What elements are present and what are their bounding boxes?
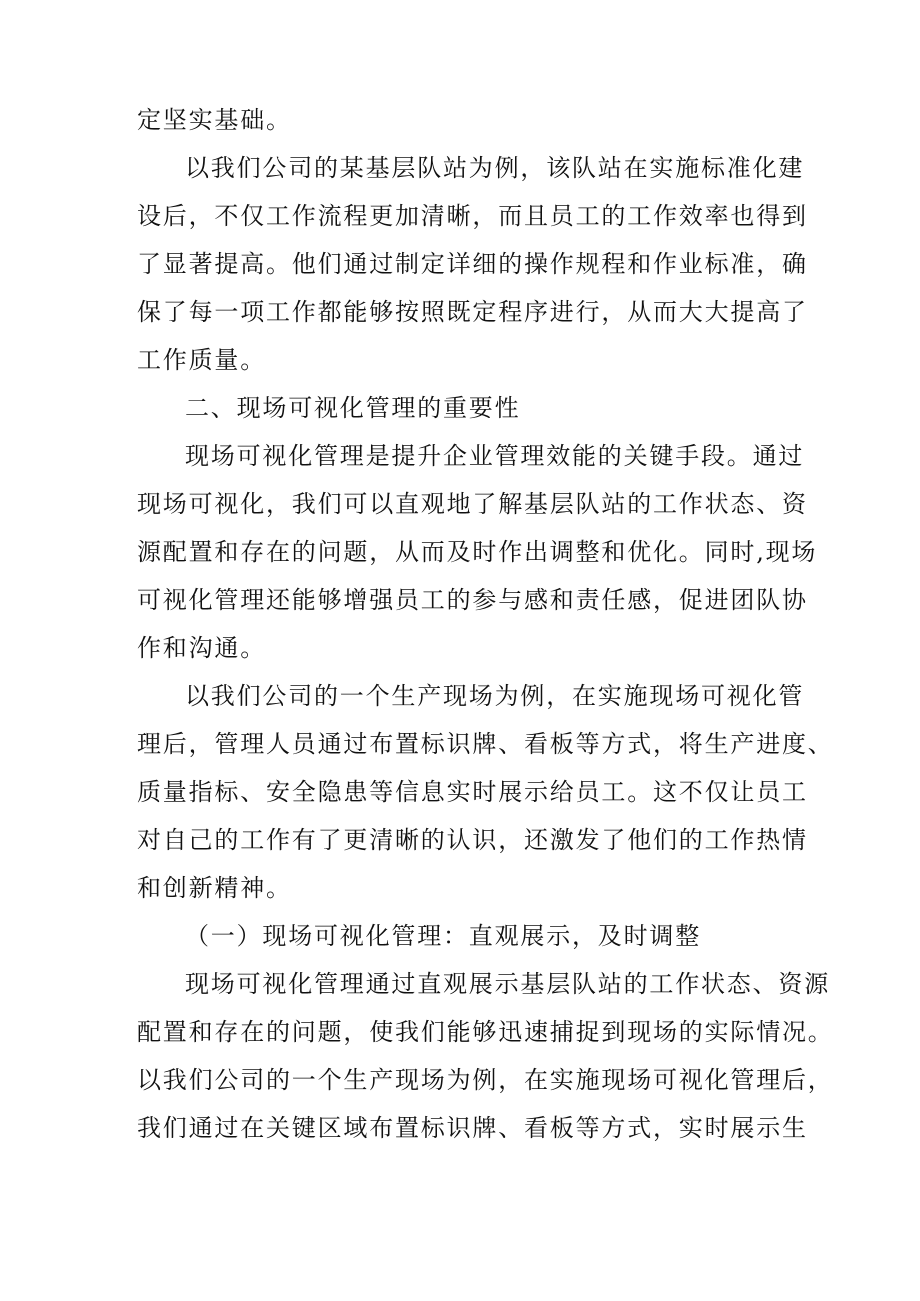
- paragraph-line: 以我们公司的某基层队站为例，该队站在实施标准化建: [185, 154, 805, 182]
- paragraph-line: 质量指标、安全隐患等信息实时展示给员工。这不仅让员工: [137, 778, 808, 806]
- paragraph-line: 我们通过在关键区域布置标识牌、看板等方式，实时展示生: [137, 1114, 808, 1142]
- paragraph-line: 理后，管理人员通过布置标识牌、看板等方式，将生产进度、: [137, 730, 834, 758]
- paragraph-line: 了显著提高。他们通过制定详细的操作规程和作业标准，确: [137, 250, 808, 278]
- paragraph-line: 配置和存在的问题，使我们能够迅速捕捉到现场的实际情况。: [137, 1018, 834, 1046]
- paragraph-line: 作和沟通。: [137, 634, 266, 662]
- paragraph-line: 以我们公司的一个生产现场为例，在实施现场可视化管理后，: [137, 1066, 834, 1094]
- paragraph-line: 以我们公司的一个生产现场为例，在实施现场可视化管: [185, 682, 805, 710]
- paragraph-line: 现场可视化，我们可以直观地了解基层队站的工作状态、资: [137, 490, 808, 518]
- paragraph-line: 设后，不仅工作流程更加清晰，而且员工的工作效率也得到: [137, 202, 808, 230]
- paragraph-line: 现场可视化管理通过直观展示基层队站的工作状态、资源: [185, 970, 830, 998]
- paragraph-line: 定坚实基础。: [137, 106, 292, 134]
- paragraph-line: 源配置和存在的问题，从而及时作出调整和优化。同时,现场: [137, 538, 818, 566]
- paragraph-line: 现场可视化管理是提升企业管理效能的关键手段。通过: [185, 442, 805, 470]
- paragraph-line: 和创新精神。: [137, 874, 292, 902]
- paragraph-line: 工作质量。: [137, 346, 266, 374]
- section-heading: 二、现场可视化管理的重要性: [185, 394, 521, 422]
- paragraph-line: 保了每一项工作都能够按照既定程序进行，从而大大提高了: [137, 298, 808, 326]
- paragraph-line: 可视化管理还能够增强员工的参与感和责任感，促进团队协: [137, 586, 808, 614]
- subsection-heading: （一）现场可视化管理：直观展示，及时调整: [185, 922, 701, 950]
- paragraph-line: 对自己的工作有了更清晰的认识，还激发了他们的工作热情: [137, 826, 808, 854]
